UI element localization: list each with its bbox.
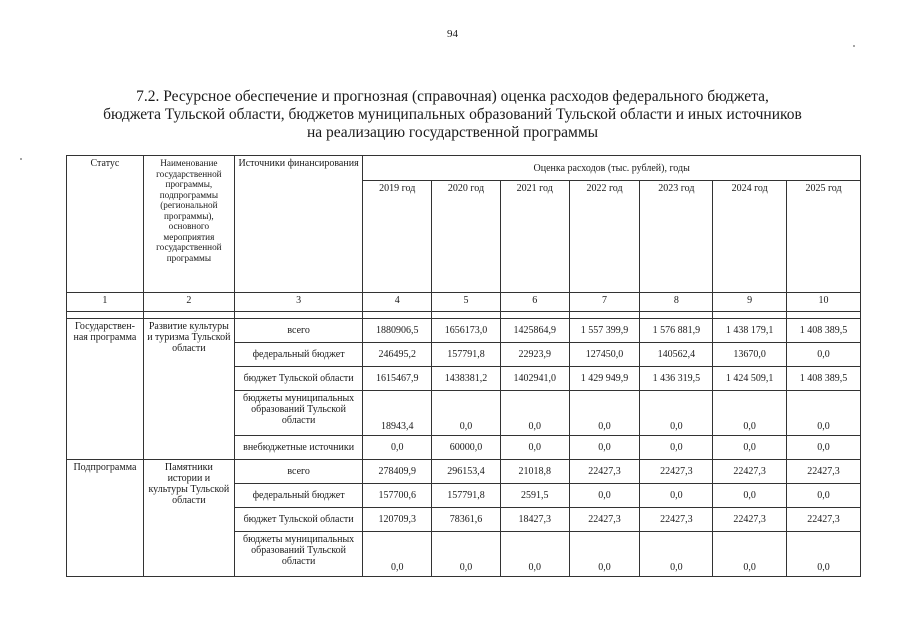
value-cell: 13670,0: [713, 343, 787, 367]
value-cell: 22427,3: [569, 508, 640, 532]
header-year: 2023 год: [640, 181, 713, 293]
value-cell: 1 424 509,1: [713, 367, 787, 391]
column-number: 6: [500, 293, 569, 312]
value-cell: 1 438 179,1: [713, 319, 787, 343]
value-cell: 140562,4: [640, 343, 713, 367]
value-cell: 22427,3: [569, 460, 640, 484]
value-cell: 1425864,9: [500, 319, 569, 343]
source-cell: бюджет Тульской области: [234, 367, 362, 391]
value-cell: 296153,4: [432, 460, 501, 484]
value-cell: 22923,9: [500, 343, 569, 367]
column-number: 9: [713, 293, 787, 312]
value-cell: 18427,3: [500, 508, 569, 532]
header-status: Статус: [67, 156, 144, 293]
heading-line-2: бюджета Тульской области, бюджетов муниципальных образований Тульской области и иных источников: [103, 106, 802, 123]
value-cell: 0,0: [713, 391, 787, 436]
value-cell: 0,0: [569, 436, 640, 460]
header-year: 2020 год: [432, 181, 501, 293]
value-cell: 0,0: [640, 391, 713, 436]
value-cell: 22427,3: [787, 460, 861, 484]
value-cell: 0,0: [569, 391, 640, 436]
value-cell: 0,0: [569, 532, 640, 577]
source-cell: всего: [234, 460, 362, 484]
column-number: 2: [143, 293, 234, 312]
column-number-row: [67, 293, 861, 312]
value-cell: 0,0: [640, 436, 713, 460]
value-cell: 1 436 319,5: [640, 367, 713, 391]
value-cell: 120709,3: [363, 508, 432, 532]
source-cell: всего: [234, 319, 362, 343]
value-cell: 18943,4: [363, 391, 432, 436]
value-cell: 22427,3: [787, 508, 861, 532]
heading-line-3: на реализацию государственной программы: [306, 124, 599, 141]
column-number: 4: [363, 293, 432, 312]
value-cell: 0,0: [713, 436, 787, 460]
value-cell: 1438381,2: [432, 367, 501, 391]
value-cell: 1402941,0: [500, 367, 569, 391]
value-cell: 1656173,0: [432, 319, 501, 343]
column-number: 8: [640, 293, 713, 312]
value-cell: 0,0: [500, 391, 569, 436]
value-cell: 0,0: [787, 436, 861, 460]
value-cell: 278409,9: [363, 460, 432, 484]
program-name-cell: Развитие культуры и туризма Тульской области: [143, 319, 234, 460]
source-cell: внебюджетные источники: [234, 436, 362, 460]
value-cell: 0,0: [432, 391, 501, 436]
source-cell: федеральный бюджет: [234, 343, 362, 367]
value-cell: 0,0: [713, 484, 787, 508]
value-cell: 1 557 399,9: [569, 319, 640, 343]
table-row: [67, 460, 861, 484]
value-cell: 1615467,9: [363, 367, 432, 391]
column-number: 5: [432, 293, 501, 312]
value-cell: 0,0: [787, 532, 861, 577]
header-year: 2025 год: [787, 181, 861, 293]
budget-table: [66, 155, 861, 577]
value-cell: 0,0: [713, 532, 787, 577]
column-number: 1: [67, 293, 144, 312]
value-cell: 21018,8: [500, 460, 569, 484]
value-cell: 0,0: [363, 532, 432, 577]
section-heading: [60, 88, 845, 142]
page-number: 94: [447, 28, 458, 40]
source-cell: бюджеты муниципальных образований Тульской области: [234, 532, 362, 577]
value-cell: 60000,0: [432, 436, 501, 460]
value-cell: 1 576 881,9: [640, 319, 713, 343]
column-number: 3: [234, 293, 362, 312]
value-cell: 246495,2: [363, 343, 432, 367]
value-cell: 157700,6: [363, 484, 432, 508]
header-year: 2019 год: [363, 181, 432, 293]
value-cell: 22427,3: [713, 460, 787, 484]
value-cell: 0,0: [787, 391, 861, 436]
status-cell: Подпрограмма: [67, 460, 144, 577]
header-estimate: Оценка расходов (тыс. рублей), годы: [363, 156, 861, 181]
header-program-name: Наименование государственной программы, подпрограммы (региональной программы), основного мероприятия государственной программы: [143, 156, 234, 293]
header-year: 2022 год: [569, 181, 640, 293]
table-row: [67, 319, 861, 343]
source-cell: бюджеты муниципальных образований Тульской области: [234, 391, 362, 436]
column-number: 10: [787, 293, 861, 312]
value-cell: 1 429 949,9: [569, 367, 640, 391]
header-year: 2021 год: [500, 181, 569, 293]
value-cell: 0,0: [363, 436, 432, 460]
value-cell: 0,0: [787, 484, 861, 508]
header-sources: Источники финансирования: [234, 156, 362, 293]
value-cell: 0,0: [640, 484, 713, 508]
column-number: 7: [569, 293, 640, 312]
program-name-cell: Памятники истории и культуры Тульской области: [143, 460, 234, 577]
value-cell: 1880906,5: [363, 319, 432, 343]
value-cell: 0,0: [432, 532, 501, 577]
header-year: 2024 год: [713, 181, 787, 293]
heading-line-1: 7.2. Ресурсное обеспечение и прогнозная (справочная) оценка расходов федерального бюджета,: [136, 88, 769, 105]
value-cell: 0,0: [640, 532, 713, 577]
value-cell: 22427,3: [640, 508, 713, 532]
value-cell: 0,0: [787, 343, 861, 367]
value-cell: 157791,8: [432, 484, 501, 508]
value-cell: 22427,3: [640, 460, 713, 484]
value-cell: 1 408 389,5: [787, 367, 861, 391]
value-cell: 2591,5: [500, 484, 569, 508]
value-cell: 157791,8: [432, 343, 501, 367]
value-cell: 1 408 389,5: [787, 319, 861, 343]
value-cell: 22427,3: [713, 508, 787, 532]
value-cell: 0,0: [500, 436, 569, 460]
value-cell: 0,0: [500, 532, 569, 577]
source-cell: бюджет Тульской области: [234, 508, 362, 532]
value-cell: 127450,0: [569, 343, 640, 367]
source-cell: федеральный бюджет: [234, 484, 362, 508]
status-cell: Государствен-ная программа: [67, 319, 144, 460]
value-cell: 78361,6: [432, 508, 501, 532]
scan-speck: [20, 158, 22, 160]
scan-speck: [853, 45, 855, 47]
value-cell: 0,0: [569, 484, 640, 508]
